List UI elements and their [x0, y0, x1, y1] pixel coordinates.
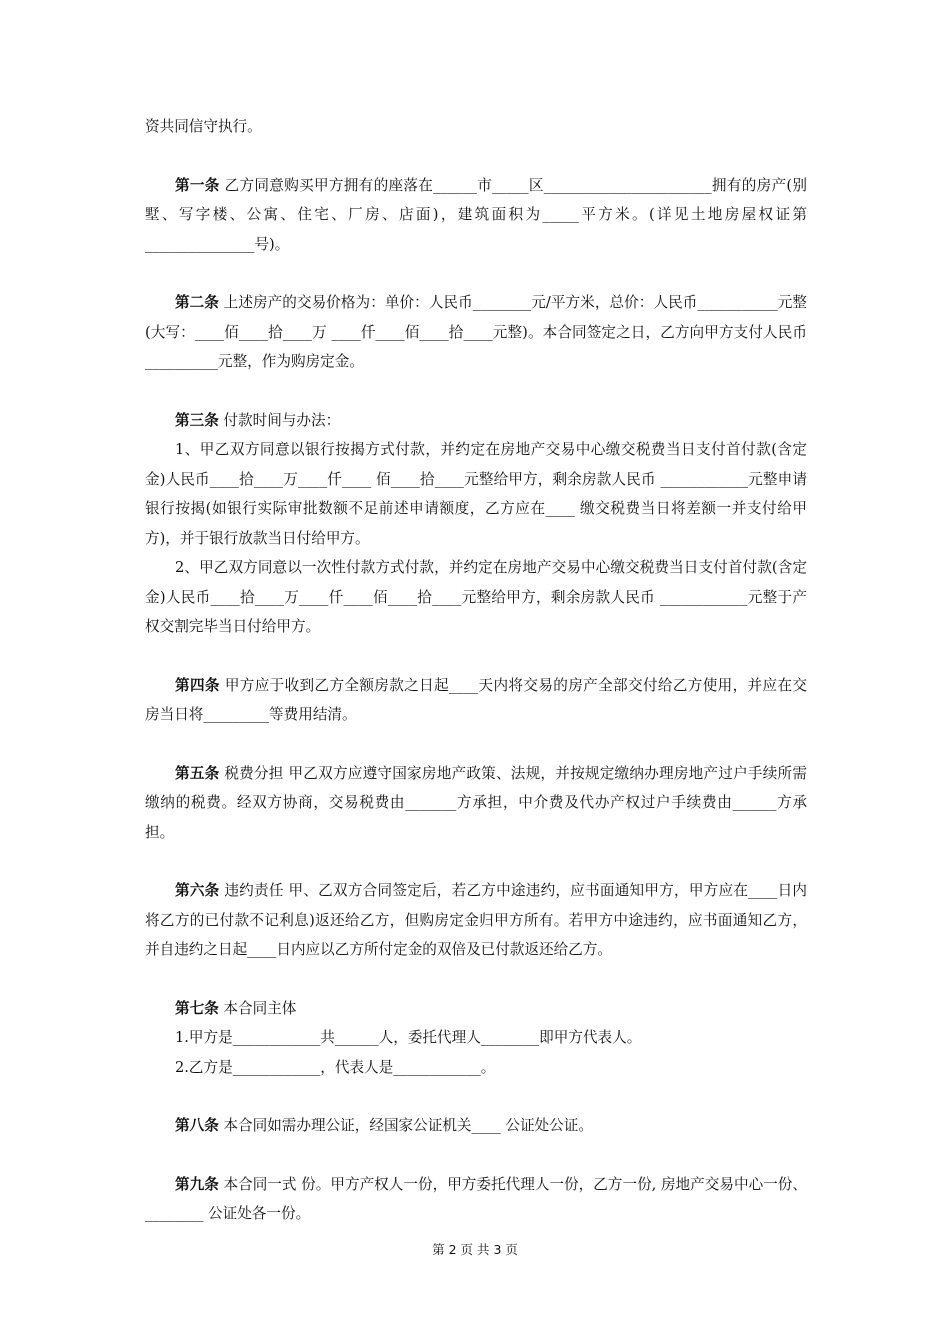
article-4-text: 甲方应于收到乙方全额房款之日起____天内将交易的房产全部交付给乙方使用，并应在交房当日将_________等费用结清。 [145, 676, 807, 723]
article-3-text: 付款时间与办法： [218, 411, 341, 429]
article-9-text: 本合同一式 份。甲方产权人一份，甲方委托代理人一份，乙方一份, 房地产交易中心一份、________ 公证处各一份。 [145, 1175, 807, 1222]
article-5-label: 第五条 [175, 764, 220, 782]
article-4 [145, 671, 807, 730]
article-5 [145, 759, 807, 848]
article-7-label: 第七条 [175, 999, 219, 1017]
article-7-item-2: 2.乙方是____________，代表人是____________。 [175, 1058, 496, 1076]
article-5-text: 税费分担 甲乙双方应遵守国家房地产政策、法规，并按规定缴纳办理房地产过户手续所需缴纳的税费。经双方协商，交易税费由_______方承担，中介费及代办产权过户手续费由______方承担。 [145, 764, 807, 841]
article-3-item-1: 1、甲乙双方同意以银行按揭方式付款，并约定在房地产交易中心缴交税费当日支付首付款(含定金)人民币____拾____万____仟____ 佰____拾____元整给甲方，剩余房款人民币 ____________元整申请银行按揭(如银行实际审批数额不足前述申请额度，乙方应在____ 缴交税费当日将差额一并支付给甲方)，并于银行放款当日付给甲方。 [145, 441, 807, 547]
article-1-text: 乙方同意购买甲方拥有的座落在______市_____区_______________________拥有的房产(别墅、写字楼、公寓、住宅、厂房、店面)，建筑面积为_____平方米。(详见土地房屋权证第_______________号)。 [145, 176, 807, 253]
article-6-text: 违约责任 甲、乙双方合同签定后，若乙方中途违约，应书面通知甲方，甲方应在____日内将乙方的已付款不记利息)返还给乙方，但购房定金归甲方所有。若甲方中途违约，应书面通知乙方，并自违约之日起____日内应以乙方所付定金的双倍及已付款返还给乙方。 [145, 882, 807, 958]
article-8 [145, 1111, 807, 1141]
article-2 [145, 288, 807, 377]
article-3-label: 第三条 [175, 411, 219, 429]
article-7-text: 本合同主体 [218, 999, 297, 1017]
article-1-label: 第一条 [175, 176, 220, 194]
contract-page-body [145, 112, 807, 1229]
article-6-label: 第六条 [175, 882, 220, 899]
article-2-text: 上述房产的交易价格为：单价：人民币________元/平方米，总价：人民币___________元整(大写：____佰____拾____万 ____仟____佰____拾____元整)。本合同签定之日，乙方向甲方支付人民币 __________元整，作为购房定金。 [145, 294, 807, 370]
article-8-label: 第八条 [175, 1117, 219, 1134]
intro-text: 资共同信守执行。 [145, 118, 262, 135]
article-7-item-1: 1.甲方是____________共______人，委托代理人________即甲方代表人。 [175, 1029, 642, 1046]
article-4-label: 第四条 [175, 676, 220, 694]
article-9-label: 第九条 [175, 1175, 219, 1193]
article-6 [145, 876, 807, 965]
article-8-text: 本合同如需办理公证，经国家公证机关____ 公证处公证。 [218, 1117, 593, 1134]
article-9 [145, 1170, 807, 1229]
page-number: 第 2 页 共 3 页 [432, 1242, 518, 1257]
article-3-item-2: 2、甲乙双方同意以一次性付款方式付款，并约定在房地产交易中心缴交税费当日支付首付款(含定金)人民币____拾____万____仟____佰____拾____元整给甲方，剩余房款人民币 ____________元整于产权交割完毕当日付给甲方。 [145, 559, 807, 635]
page-footer [0, 1240, 950, 1258]
article-2-label: 第二条 [175, 294, 219, 311]
article-3 [145, 406, 807, 436]
article-7 [145, 994, 807, 1024]
article-1 [145, 171, 807, 260]
